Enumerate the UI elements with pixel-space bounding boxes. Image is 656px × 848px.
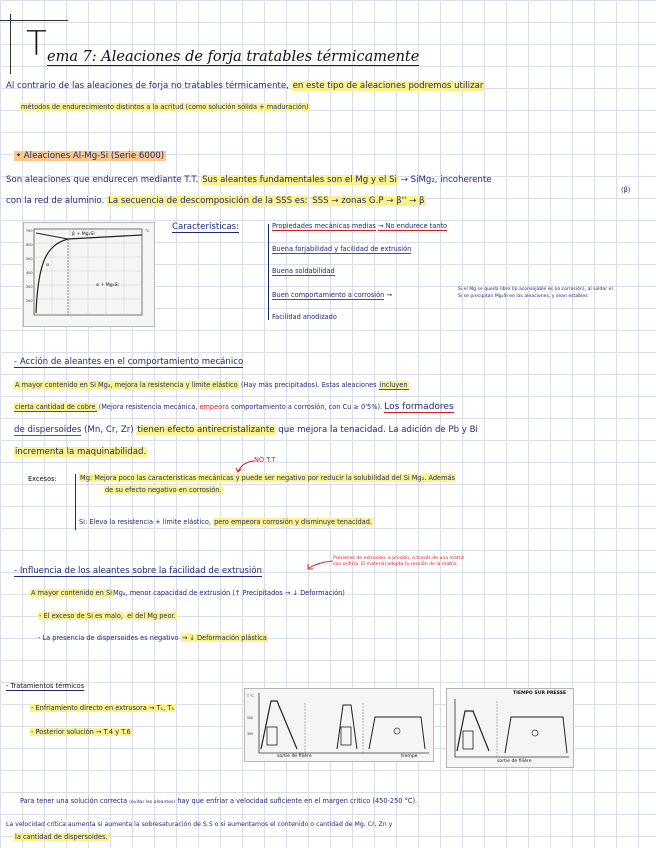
aleantes-line-2-c: empeora bbox=[199, 403, 229, 411]
aleantes-line-1-c: (Hay más precipitados). bbox=[240, 381, 320, 389]
caracteristica-2 bbox=[272, 245, 411, 253]
svg-text:T °C: T °C bbox=[247, 694, 254, 698]
page-title: ema 7: Aleaciones de forja tratables térmicamente bbox=[47, 49, 420, 65]
s6000-line-1-a: Son aleaciones que endurecen mediante T.T. bbox=[6, 175, 199, 185]
excesos-label: Excesos: bbox=[28, 475, 57, 483]
tratamientos-heading-text: - Tratamientos térmicos bbox=[6, 682, 85, 690]
tratamientos-item-1-text: - Enfriamiento directo en extrusora → T₁, T₅ bbox=[31, 704, 175, 712]
title-rule-vertical bbox=[10, 14, 11, 74]
excesos-mg-2 bbox=[104, 486, 223, 494]
caracteristica-1 bbox=[272, 222, 447, 230]
caracteristica-5 bbox=[272, 313, 337, 321]
aleantes-line-3-d: que mejora la tenacidad. bbox=[278, 425, 386, 435]
forja-heading bbox=[14, 566, 262, 577]
footer-line-2-a: La velocidad crítica aumenta si aumenta la sobresaturación de S.S o si aumentamos el contenido o cantidad de Mg, Cr, Zn y bbox=[6, 821, 393, 828]
svg-text:300: 300 bbox=[26, 285, 33, 289]
aleantes-line-1-d: Estas aleaciones bbox=[321, 381, 377, 389]
footer-line-1-a: Para tener una solución correcta bbox=[20, 797, 128, 805]
forja-red-arrow bbox=[305, 557, 335, 571]
aleantes-line-2-b: (Mejora resistencia mecánica, bbox=[98, 403, 198, 411]
aleantes-line-3-c: tienen efecto antirecristalizante bbox=[137, 425, 275, 435]
caracteristica-4-b: → bbox=[386, 291, 392, 299]
intro-text-a: Al contrario de las aleaciones de forja no tratables térmicamente, bbox=[6, 81, 289, 91]
excesos-si bbox=[79, 518, 373, 526]
treatment-diagram-2 bbox=[446, 688, 574, 768]
s6000-line-2-a: con la red de aluminio. bbox=[6, 196, 105, 206]
caracteristica-4 bbox=[272, 291, 392, 299]
aleantes-line-1-a: A mayor contenido en Si bbox=[15, 381, 96, 389]
tratamientos-item-2 bbox=[30, 728, 132, 736]
aleantes-line-2 bbox=[14, 403, 454, 411]
svg-text:500: 500 bbox=[26, 257, 33, 261]
svg-text:700: 700 bbox=[26, 229, 33, 233]
forja-line-1-a: A mayor contenido en Si bbox=[31, 589, 112, 597]
s6000-beta: (β) bbox=[621, 186, 631, 194]
s6000-line-2 bbox=[6, 196, 426, 207]
forja-red-note-1: Presiones de extrusión, a presión, a través de una matriz bbox=[333, 556, 465, 561]
forja-line-1-b: Mg₂, menor capacidad de extrusión bbox=[112, 589, 231, 597]
footer-line-2 bbox=[6, 821, 392, 829]
forja-bullet-1 bbox=[38, 612, 177, 620]
not-tt-note: NO T.T bbox=[254, 456, 276, 464]
excesos-mg-b: Mg₂. Además bbox=[411, 474, 455, 482]
caracteristica-4-a: Buen comportamiento a corrosión bbox=[272, 291, 385, 299]
diagram-1-caption-2: trempe bbox=[401, 754, 418, 759]
corrosion-note-2: Si se precipitan Mg₂Si en las aleaciones, y sean estables bbox=[458, 294, 588, 299]
forja-line-1 bbox=[30, 589, 345, 597]
aleantes-line-2-d: comportamiento a corrosión, con Cu ≥ 0'5%). bbox=[231, 403, 383, 411]
phase-label-3: α bbox=[46, 263, 50, 268]
diagram-1-caption-1: sortie de filière bbox=[277, 754, 312, 759]
forja-bullet-2-a: - La presencia de dispersoides es negativo bbox=[38, 634, 179, 642]
svg-text:300: 300 bbox=[247, 732, 254, 736]
svg-text:500: 500 bbox=[247, 716, 254, 720]
phase-label-2: α + Mg₂Si bbox=[96, 283, 119, 288]
s6000-line-2-c: SSS → zonas G.P → β'' → β bbox=[312, 196, 425, 206]
caracteristica-5-a: Facilidad anodizado bbox=[272, 313, 337, 321]
diagram-2-caption: sortie de filière bbox=[497, 759, 532, 764]
diagram-2-label: TIEMPO SUR PRESSE bbox=[513, 691, 567, 696]
svg-text:200: 200 bbox=[26, 299, 33, 303]
tratamientos-item-2-text: - Posterior solución → T.4 y T.6 bbox=[31, 728, 131, 736]
footer-line-1-b: (evitar los aleantes) bbox=[129, 800, 176, 805]
aleantes-line-2-e: Los formadores bbox=[384, 402, 454, 412]
aleantes-heading bbox=[14, 357, 243, 368]
aleantes-line-1 bbox=[14, 381, 409, 389]
footer-line-1 bbox=[20, 797, 417, 806]
phase-diagram-svg bbox=[24, 223, 154, 326]
footer-line-3-text: la cantidad de dispersoides. bbox=[15, 833, 108, 841]
excesos-mg bbox=[79, 474, 456, 482]
forja-heading-text: - Influencia de los aleantes sobre la facilidad de extrusión bbox=[14, 566, 263, 576]
caracteristica-1-b: → No endurece tanto bbox=[377, 222, 448, 230]
treatment-diagram-2-svg bbox=[447, 689, 573, 767]
not-tt-arrow bbox=[234, 458, 256, 474]
treatment-diagram-1-svg bbox=[245, 689, 433, 761]
forja-line-1-c: (↑ Precipitados → ↓ Deformación) bbox=[232, 589, 345, 597]
tratamientos-heading bbox=[6, 682, 84, 690]
forja-bullet-1-b: el del Mg peor. bbox=[127, 612, 176, 620]
excesos-si-b: pero empeora corrosión y disminuye tenacidad. bbox=[214, 518, 372, 526]
forja-bullet-1-a: - El exceso de Si es malo, bbox=[39, 612, 124, 620]
corrosion-note-1: Si el Mg se queda libre (lo aconsejable es no corrosión), al soldar el bbox=[458, 287, 613, 292]
s6000-heading-text: • Aleaciones Al-Mg-Si (Serie 6000) bbox=[16, 151, 165, 161]
s6000-heading bbox=[14, 151, 166, 162]
caracteristicas-label-text: Características: bbox=[172, 222, 239, 232]
phase-diagram bbox=[23, 222, 155, 327]
excesos-mg-c: de su efecto negativo en corrosión. bbox=[105, 486, 222, 494]
forja-bullet-2 bbox=[38, 634, 268, 642]
forja-bullet-2-b: → ↓ Deformación plástica bbox=[181, 634, 267, 642]
tratamientos-item-1 bbox=[30, 704, 175, 712]
intro-line-2 bbox=[20, 103, 310, 111]
aleantes-line-2-a: cierta cantidad de cobre bbox=[15, 403, 96, 411]
s6000-line-1 bbox=[6, 175, 492, 186]
caracteristica-3-a: Buena soldabilidad bbox=[272, 267, 335, 275]
s6000-line-1-c: → Si bbox=[400, 175, 419, 185]
excesos-bracket bbox=[75, 474, 76, 530]
svg-text:400: 400 bbox=[26, 271, 33, 275]
forja-red-note-2: con orificio. El material adopta la sección de la matriz. bbox=[333, 562, 458, 567]
caracteristicas-label bbox=[172, 222, 239, 233]
aleantes-line-3-e: La adición de Pb y Bi bbox=[388, 425, 478, 435]
aleantes-line-4-text: incrementa la maquinabilidad. bbox=[15, 447, 147, 457]
aleantes-line-3-b: (Mn, Cr, Zr) bbox=[84, 425, 134, 435]
s6000-line-2-b: La secuencia de descomposición de la SSS es: bbox=[108, 196, 308, 206]
footer-line-1-c: hay que enfriar a velocidad suficiente en el margen crítico (450-250 °C). bbox=[177, 797, 418, 805]
excesos-mg-a: Mg: Mejora poco las características mecánicas y puede ser negativo por reducir la solubilidad del Si bbox=[80, 474, 410, 482]
s6000-line-1-d: Mg₂, incoherente bbox=[418, 175, 492, 185]
caracteristicas-bracket bbox=[268, 224, 269, 320]
aleantes-line-3 bbox=[14, 425, 478, 436]
title-initial: T bbox=[26, 24, 47, 64]
s6000-line-1-b: Sus aleantes fundamentales son el Mg y el Si bbox=[202, 175, 397, 185]
phase-label-1: β + Mg₂Si bbox=[72, 232, 95, 237]
svg-text:°C: °C bbox=[145, 229, 150, 233]
caracteristica-2-a: Buena forjabilidad y facilidad de extrusión bbox=[272, 245, 412, 253]
aleantes-heading-text: - Acción de aleantes en el comportamiento mecánico bbox=[14, 357, 244, 367]
aleantes-line-3-a: de dispersoides bbox=[14, 425, 82, 435]
caracteristica-1-a: Propiedades mecánicas medias bbox=[272, 222, 376, 230]
aleantes-line-1-b: Mg₂, mejora la resistencia y límite elástico bbox=[97, 381, 238, 389]
svg-text:600: 600 bbox=[26, 243, 33, 247]
excesos-si-a: Si: Eleva la resistencia + límite elástico, bbox=[79, 518, 211, 526]
caracteristica-3 bbox=[272, 267, 335, 275]
aleantes-line-4 bbox=[14, 447, 147, 458]
aleantes-line-1-e: incluyen bbox=[379, 381, 408, 389]
treatment-diagram-1 bbox=[244, 688, 434, 762]
footer-line-3 bbox=[14, 833, 109, 841]
intro-line-1 bbox=[6, 81, 484, 92]
intro-highlight: en este tipo de aleaciones podremos utilizar bbox=[292, 81, 484, 91]
intro-line-2-text: métodos de endurecimiento distintos a la acritud (como solución sólida + maduración) bbox=[21, 103, 309, 111]
